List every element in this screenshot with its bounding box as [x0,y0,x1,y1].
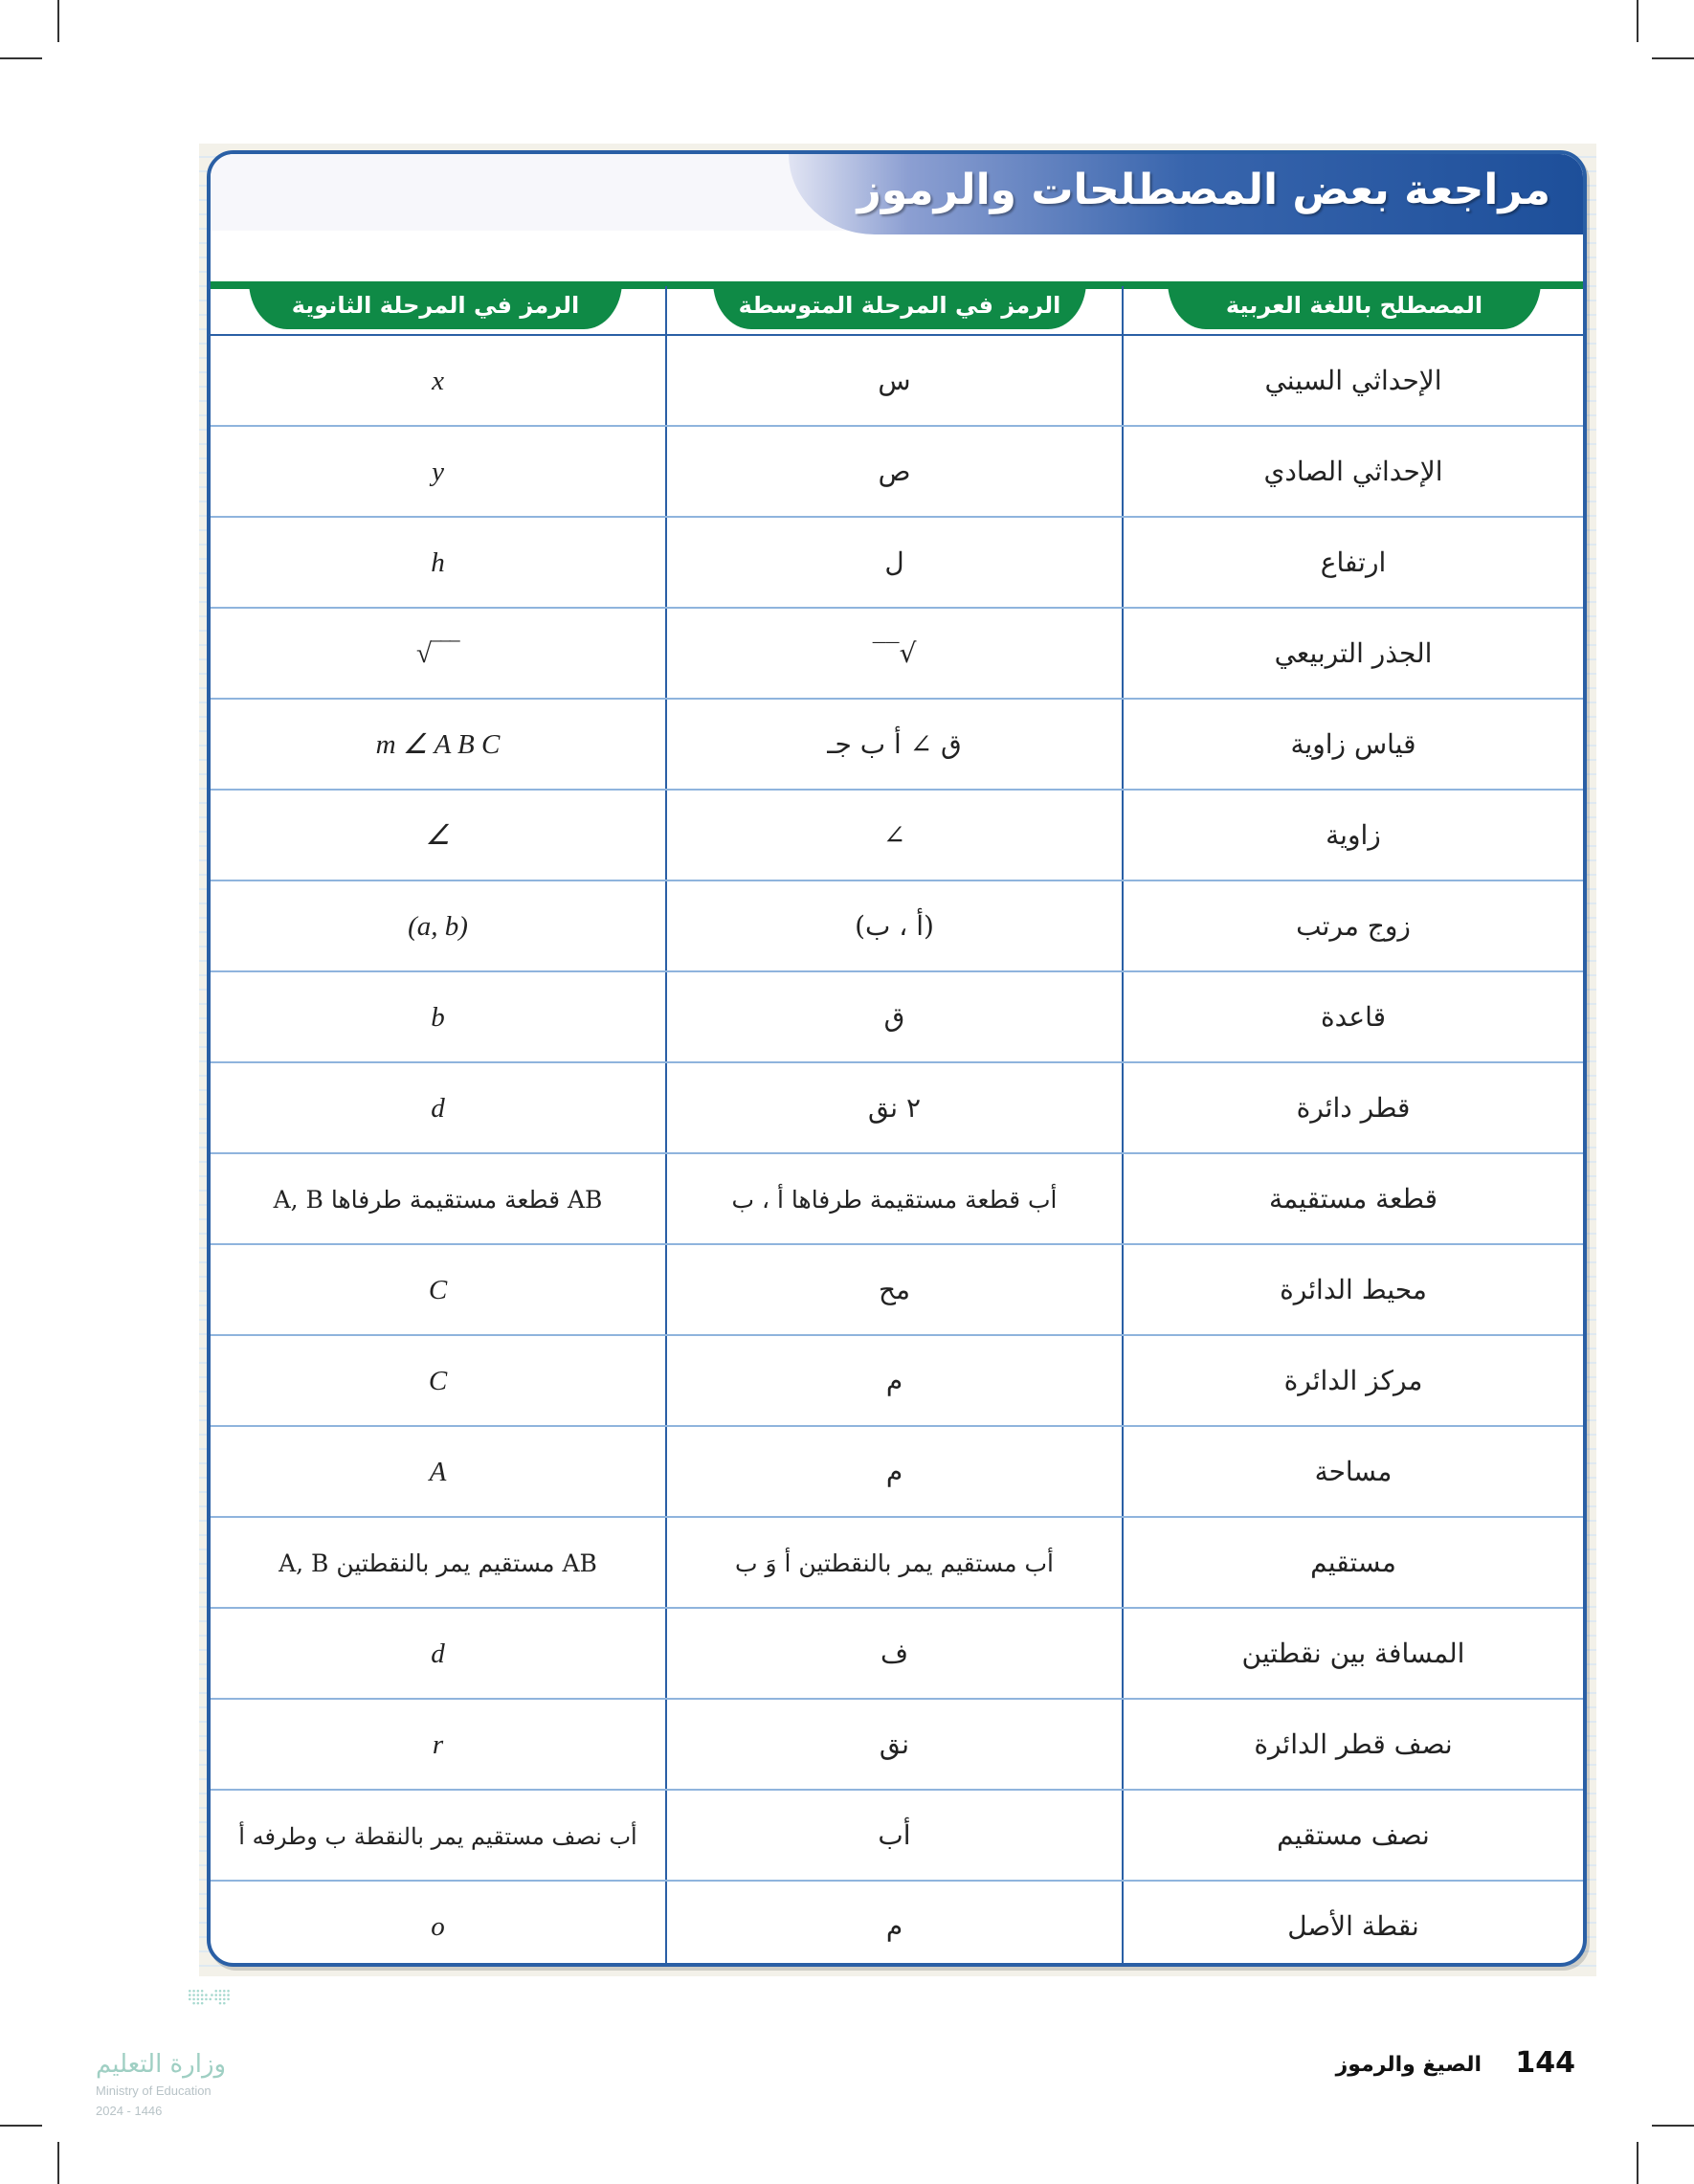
page-title: مراجعة بعض المصطلحات والرموز [857,166,1550,214]
column-separator [665,286,667,334]
term-label: الجذر التربيعي [1274,637,1433,669]
intermediate-symbol: ل [884,546,904,578]
intermediate-symbol: ص [878,456,911,487]
secondary-symbol: (a, b) [408,910,468,942]
table-row [211,699,1583,790]
intermediate-symbol: ق [883,1001,905,1033]
header-term: المصطلح باللغة العربية [1168,281,1541,329]
crop-mark [1652,2125,1694,2127]
term-label: مساحة [1314,1456,1393,1487]
intermediate-symbol: ق ∠ أ ب جـ [827,728,962,760]
terms-card [207,150,1587,1967]
title-banner [789,154,1583,234]
term-label: زاوية [1326,819,1381,851]
term-label: نصف قطر الدائرة [1254,1728,1453,1760]
term-label: مركز الدائرة [1283,1365,1423,1396]
intermediate-symbol: نق [879,1728,910,1760]
table-row [211,1608,1583,1699]
secondary-symbol: C [428,1365,448,1396]
table-row [211,1790,1583,1881]
term-label: نصف مستقيم [1277,1819,1430,1851]
term-label: محيط الدائرة [1280,1274,1427,1305]
ministry-name-arabic: وزارة التعليم [96,2050,227,2079]
intermediate-symbol: س [878,365,911,396]
intermediate-symbol: (أ ، ب) [855,910,934,942]
header-intermediate: الرمز في المرحلة المتوسطة [713,281,1086,329]
secondary-symbol: r [432,1728,444,1760]
column-separator [1122,286,1124,334]
table-row [211,608,1583,699]
intermediate-symbol: أب قطعة مستقيمة طرفاها أ ، ب [731,1186,1058,1214]
term-label: مستقيم [1310,1547,1396,1578]
intermediate-symbol: ف [880,1638,909,1669]
table-row [211,1699,1583,1790]
term-label: زوج مرتب [1296,910,1411,942]
term-label: نقطة الأصل [1287,1910,1419,1942]
secondary-symbol: m ∠ A B C [375,729,501,760]
crop-mark [0,57,42,59]
secondary-symbol: C [428,1274,448,1305]
crop-mark [57,2142,59,2184]
crop-mark [1637,2142,1638,2184]
table-row [211,1062,1583,1153]
table-row [211,517,1583,608]
secondary-symbol: x [432,365,444,396]
table-row [211,1517,1583,1608]
secondary-symbol: AB قطعة مستقيمة طرفاها A, B [273,1186,603,1214]
intermediate-symbol: م [885,1365,903,1396]
intermediate-symbol: مح [878,1274,911,1305]
term-label: قطر دائرة [1296,1092,1411,1124]
term-label: ارتفاع [1320,546,1387,578]
term-label: قطعة مستقيمة [1268,1183,1438,1215]
edition-year: 2024 - 1446 [96,2104,163,2118]
table-row [211,1426,1583,1517]
table-row [211,1881,1583,1967]
secondary-symbol: AB مستقيم يمر بالنقطتين A, B [279,1549,597,1577]
table-row [211,971,1583,1062]
intermediate-symbol: ٢ نق [867,1092,922,1124]
secondary-symbol: d [431,1638,445,1669]
table-row [211,1244,1583,1335]
term-label: المسافة بين نقطتين [1241,1638,1465,1669]
terms-table [211,334,1583,1967]
secondary-symbol: y [432,456,444,487]
crop-mark [1652,57,1694,59]
crop-mark [0,2125,42,2127]
table-row [211,335,1583,426]
ministry-name-english: Ministry of Education [96,2084,212,2098]
chapter-title: الصيغ والرموز [1335,2053,1482,2077]
header-secondary: الرمز في المرحلة الثانوية [249,281,622,329]
ministry-logo-icon [96,1987,316,2044]
intermediate-symbol: ∠ [882,819,906,851]
secondary-symbol: d [431,1092,445,1124]
intermediate-symbol: أب مستقيم يمر بالنقطتين أ وَ ب [735,1549,1054,1577]
secondary-symbol: o [431,1910,445,1942]
intermediate-symbol: م [885,1456,903,1487]
intermediate-symbol: أب [878,1819,911,1851]
page-number: 144 [1515,2046,1575,2080]
secondary-symbol: √‾‾‾ [416,637,459,669]
term-label: قياس زاوية [1290,728,1416,760]
secondary-symbol: أب نصف مستقيم يمر بالنقطة ب وطرفه أ [238,1823,637,1850]
table-row [211,790,1583,880]
crop-mark [57,0,59,42]
table-row [211,426,1583,517]
term-label: الإحداثي السيني [1264,365,1442,396]
table-row [211,1335,1583,1426]
table-row [211,1153,1583,1244]
term-label: الإحداثي الصادي [1263,456,1443,487]
crop-mark [1637,0,1638,42]
secondary-symbol: h [431,546,445,578]
secondary-symbol: A [429,1456,447,1487]
term-label: قاعدة [1321,1001,1386,1033]
table-row [211,880,1583,971]
secondary-symbol: ∠ [425,820,451,851]
secondary-symbol: b [431,1001,445,1033]
intermediate-symbol: √‾‾ [872,637,917,669]
intermediate-symbol: م [885,1910,903,1942]
